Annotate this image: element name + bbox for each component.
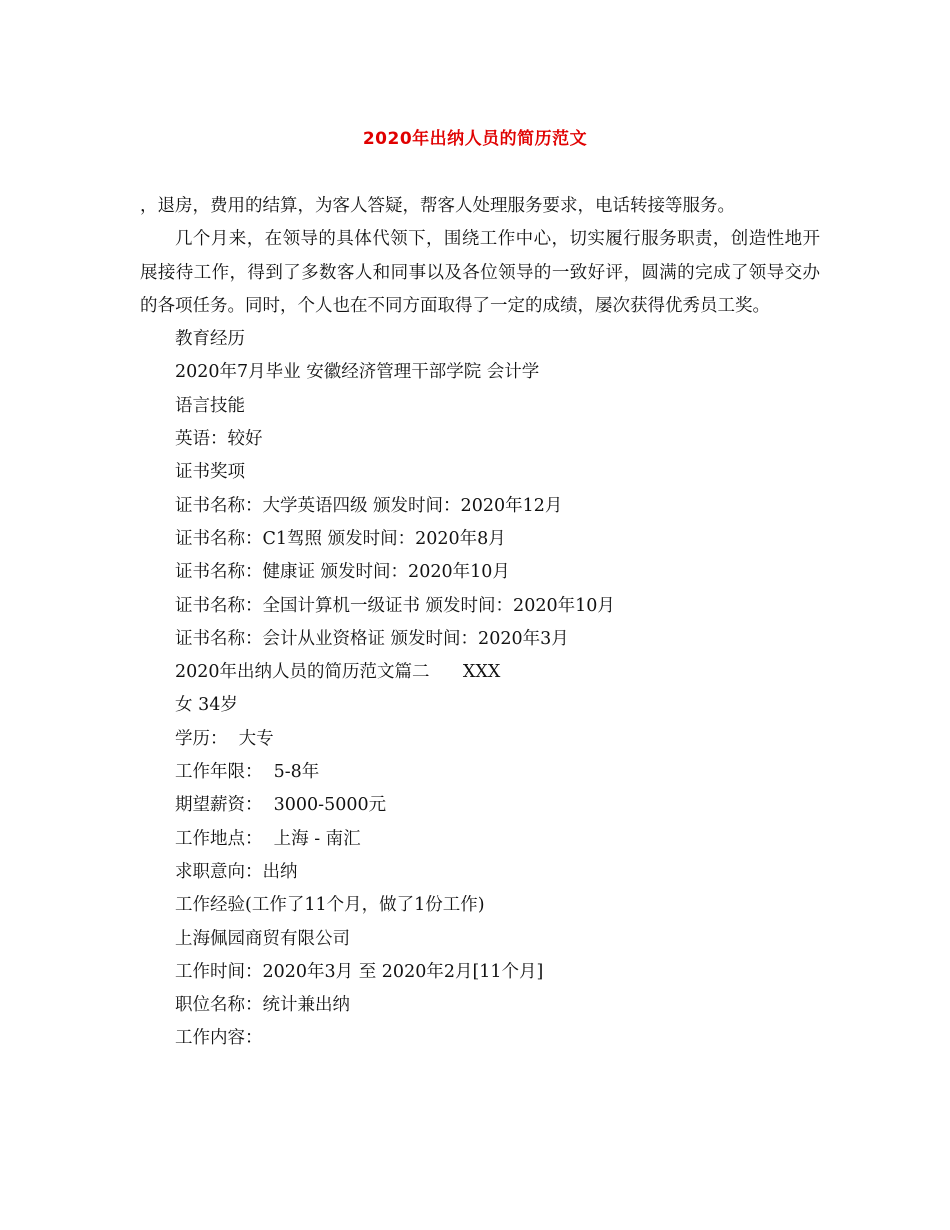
certificate-entry: 证书名称：大学英语四级 颁发时间：2020年12月: [175, 495, 563, 516]
section-heading-part-two: 2020年出纳人员的简历范文篇二 XXX: [175, 662, 501, 683]
section-heading-language: 语言技能: [175, 395, 245, 416]
document-title: 2020年出纳人员的简历范文: [362, 129, 588, 149]
profile-education: 学历： 大专: [175, 728, 274, 749]
profile-expected-salary: 期望薪资： 3000-5000元: [175, 795, 387, 816]
certificate-entry: 证书名称：C1驾照 颁发时间：2020年8月: [175, 528, 506, 549]
profile-work-location: 工作地点： 上海 - 南汇: [175, 828, 361, 849]
section-heading-experience: 工作经验(工作了11个月，做了1份工作): [175, 895, 485, 916]
certificate-entry: 证书名称：全国计算机一级证书 颁发时间：2020年10月: [175, 595, 615, 616]
document-body: [140, 190, 820, 1056]
education-entry: 2020年7月毕业 安徽经济管理干部学院 会计学: [175, 362, 540, 383]
work-content-label: 工作内容：: [175, 1028, 263, 1049]
language-entry: 英语：较好: [175, 429, 263, 450]
employer-name: 上海佩园商贸有限公司: [175, 928, 350, 949]
work-period: 工作时间：2020年3月 至 2020年2月[11个月]: [175, 961, 544, 982]
lead-line: ，退房，费用的结算，为客人答疑，帮客人处理服务要求，电话转接等服务。: [140, 196, 735, 216]
certificate-entry: 证书名称：健康证 颁发时间：2020年10月: [175, 562, 510, 583]
profile-job-intention: 求职意向：出纳: [175, 861, 298, 882]
certificate-entry: 证书名称：会计从业资格证 颁发时间：2020年3月: [175, 628, 569, 649]
intro-paragraph: 几个月来，在领导的具体代领下，围绕工作中心，切实履行服务职责，创造性地开展接待工作，得到了多数客人和同事以及各位领导的一致好评，圆满的完成了领导交办的各项任务。同时，个人也在不同方面取得了一定的成绩，屡次获得优秀员工奖。: [140, 229, 820, 316]
profile-gender-age: 女 34岁: [175, 695, 238, 716]
profile-work-years: 工作年限： 5-8年: [175, 762, 320, 783]
position-title: 职位名称：统计兼出纳: [175, 995, 350, 1016]
section-heading-certificates: 证书奖项: [175, 462, 245, 483]
section-heading-education: 教育经历: [175, 329, 245, 350]
